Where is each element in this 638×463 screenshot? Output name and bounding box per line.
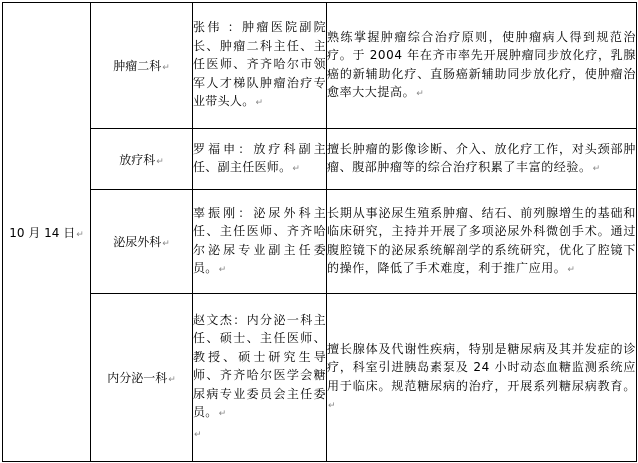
paragraph-mark-icon: ↵ [76,229,84,240]
dept-name: 放疗科 [119,152,156,167]
table-row [3,190,637,294]
desc-cell [327,3,637,129]
desc-cell [327,294,637,462]
doctor-text: 罗福申：放疗科副主任、副主任医师。 [193,141,326,174]
dept-cell [91,294,193,462]
paragraph-mark-icon: ↵ [255,98,264,109]
doctor-cell [193,3,327,129]
schedule-table [2,2,637,462]
date-cell [3,3,91,462]
dept-cell [91,190,193,294]
doctor-text: 赵文杰：内分泌一科主任、硕士、主任医师、教授、硕士研究生导师、齐齐哈尔医学会糖尿病专业委员会主任委员。 [193,312,326,420]
dept-name: 肿瘤二科 [113,59,162,73]
desc-text: 擅长腺体及代谢性疾病，特别是糖尿病及其并发症的诊疗，科室引进胰岛素泵及 24 小时动态血糖监测系统应用于临床。规范糖尿病的治疗，开展系列糖尿病教育。 [327,341,636,393]
doctor-cell [193,129,327,190]
paragraph-mark-icon: ↵ [156,156,164,167]
paragraph-mark-icon: ↵ [416,89,425,99]
paragraph-mark-icon: ↵ [328,401,337,411]
paragraph-mark-icon: ↵ [162,63,170,73]
paragraph-mark-icon: ↵ [592,164,601,174]
dept-cell [91,3,193,129]
paragraph-mark-icon: ↵ [194,429,202,440]
paragraph-mark-icon: ↵ [168,375,176,385]
doctor-text: 张伟 ：肿瘤医院副院长、肿瘤二科主任、主任医师、齐齐哈尔市领军人才梯队肿瘤治疗专业带头人。 [193,20,326,109]
dept-name: 内分泌一科 [107,371,168,385]
dept-name: 泌尿外科 [113,235,162,249]
desc-cell [327,129,637,190]
doctor-text: 辜振刚：泌尿外科主任、主任医师、齐齐哈尔泌尿专业副主任委员。 [193,205,326,275]
paragraph-mark-icon: ↵ [218,409,227,420]
table-row [3,294,637,462]
paragraph-mark-icon: ↵ [162,239,170,249]
doctor-cell [193,294,327,462]
desc-text: 熟练掌握肿瘤综合治疗原则，使肿瘤病人得到规范治疗。于 2004 年在齐市率先开展肿瘤同步放化疗，乳腺癌的新辅助化疗、直肠癌新辅助同步放化疗，使肿瘤治愈率大大提高。 [327,29,636,99]
table-row [3,129,637,190]
paragraph-mark-icon: ↵ [218,265,227,275]
desc-cell [327,190,637,294]
dept-cell [91,129,193,190]
doctor-cell [193,190,327,294]
table-row [3,3,637,129]
paragraph-mark-icon: ↵ [292,164,301,174]
desc-text: 擅长肿瘤的影像诊断、介入、放化疗工作，对头颈部肿瘤、腹部肿瘤等的综合治疗积累了丰富的经验。 [327,141,636,174]
paragraph-mark-icon: ↵ [567,265,576,275]
date-text: 10 月 14 日 [9,225,76,240]
desc-text: 长期从事泌尿生殖系肿瘤、结石、前列腺增生的基础和临床研究，主持并开展了多项泌尿外科微创手术。通过腹腔镜下的泌尿系统解剖学的系统研究，优化了腔镜下的操作，降低了手术难度，利于推广应用。 [327,205,636,275]
